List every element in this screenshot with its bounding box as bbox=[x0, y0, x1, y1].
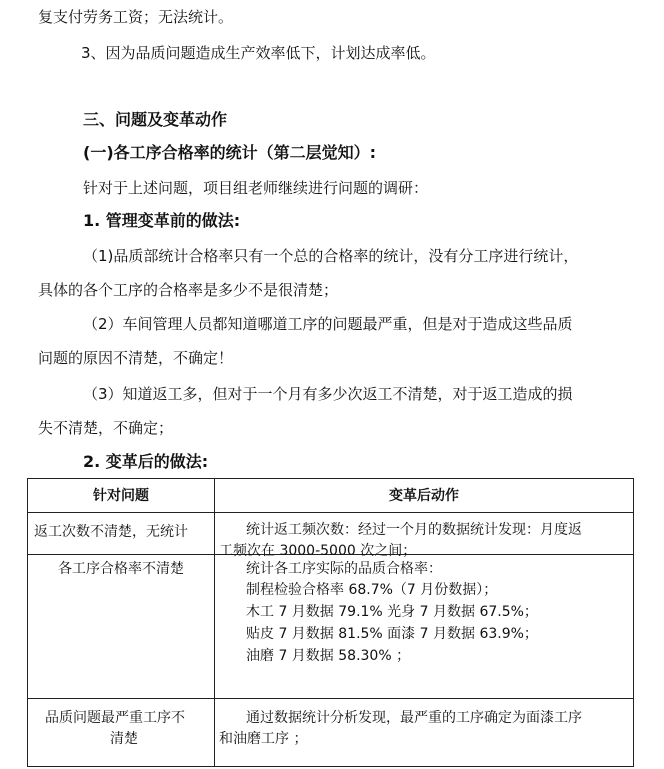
table-row-3-action-cell bbox=[215, 699, 633, 766]
table-row-2-action-line-1: 统计各工序实际的品质合格率： bbox=[246, 561, 442, 577]
table-row-2-problem-cell bbox=[28, 555, 215, 698]
after-title: 2. 变革后的做法: bbox=[83, 452, 209, 471]
table-row-2-action-cell bbox=[215, 555, 633, 698]
table-row-3-problem-line-1: 品质问题最严重工序不 bbox=[45, 710, 185, 726]
changes-table bbox=[27, 478, 634, 767]
before-item-1-line-1: （1)品质部统计合格率只有一个总的合格率的统计，没有分工序进行统计， bbox=[83, 247, 579, 265]
table-row-2-action-line-2: 制程检验合格率 68.7%（7 月份数据）； bbox=[246, 582, 498, 598]
section-title: 三、问题及变革动作 bbox=[83, 110, 228, 129]
table-row-3-problem-cell bbox=[28, 699, 215, 766]
table-row-1-action-cell bbox=[215, 513, 633, 559]
table-row-3-action-line-2: 和油磨工序 ； bbox=[219, 731, 308, 747]
table-row-2-action-line-4: 贴皮 7 月数据 81.5% 面漆 7 月数据 63.9%； bbox=[246, 626, 538, 642]
before-item-2-line-2: 问题的原因不清楚，不确定！ bbox=[38, 349, 234, 367]
research-line: 针对于上述问题，项目组老师继续进行问题的调研： bbox=[83, 179, 429, 197]
table-row-2-action-line-3: 木工 7 月数据 79.1% 光身 7 月数据 67.5%； bbox=[246, 604, 538, 620]
table-header-row bbox=[28, 479, 633, 513]
table-row-1-problem: 返工次数不清楚，无统计 bbox=[34, 524, 188, 540]
subsection-title: (一)各工序合格率的统计（第二层觉知）: bbox=[83, 143, 377, 162]
before-item-3-line-2: 失不清楚，不确定； bbox=[38, 419, 174, 437]
table-row-2-problem: 各工序合格率不清楚 bbox=[58, 561, 184, 577]
before-item-2-line-1: （2）车间管理人员都知道哪道工序的问题最严重，但是对于造成这些品质 bbox=[83, 315, 573, 333]
table-row-3-action-line-1: 通过数据统计分析发现，最严重的工序确定为面漆工序 bbox=[246, 710, 582, 726]
before-item-3-line-1: （3）知道返工多，但对于一个月有多少次返工不清楚，对于返工造成的损 bbox=[83, 385, 573, 403]
table-row-1-action-line-1: 统计返工频次数：经过一个月的数据统计发现：月度返 bbox=[246, 522, 582, 538]
table-row bbox=[28, 555, 633, 699]
table-row-2-action-line-5: 油磨 7 月数据 58.30% ； bbox=[246, 648, 411, 664]
point-3: 3、因为品质问题造成生产效率低下，计划达成率低。 bbox=[81, 44, 436, 62]
table-row bbox=[28, 699, 633, 766]
table-header-action-cell bbox=[215, 479, 633, 512]
table-row bbox=[28, 513, 633, 559]
table-header-problem-cell bbox=[28, 479, 215, 512]
table-row-3-problem-line-2: 清楚 bbox=[110, 731, 138, 747]
table-row-1-action-line-2: 工频次在 3000-5000 次之间； bbox=[219, 543, 417, 559]
table-header-problem: 针对问题 bbox=[93, 488, 149, 504]
table-row-1-problem-cell bbox=[28, 513, 215, 554]
intro-line: 复支付劳务工资；无法统计。 bbox=[38, 8, 234, 26]
before-item-1-line-2: 具体的各个工序的合格率是多少不是很清楚； bbox=[38, 281, 339, 299]
before-title: 1. 管理变革前的做法: bbox=[83, 211, 241, 230]
table-header-action: 变革后动作 bbox=[389, 488, 459, 504]
